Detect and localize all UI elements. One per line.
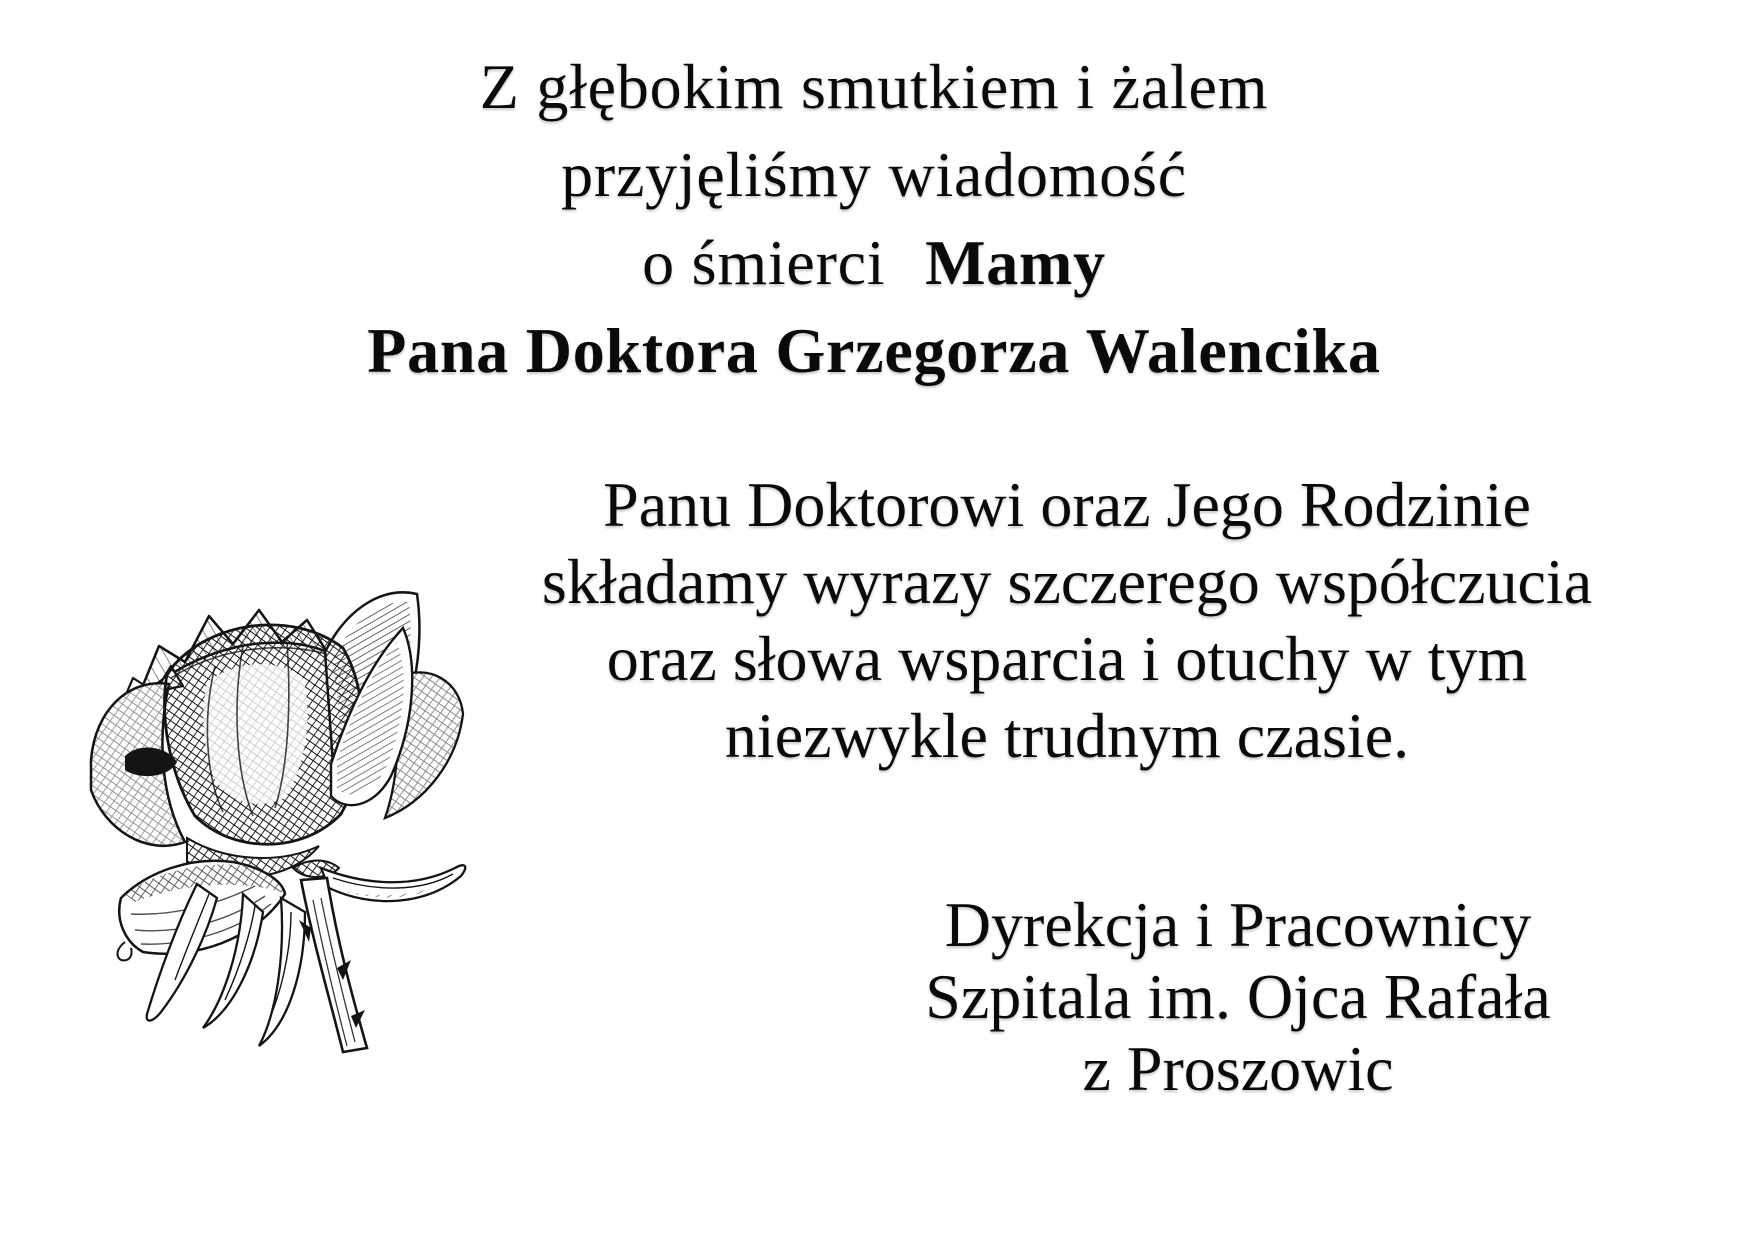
condolence-line-1: Panu Doktorowi oraz Jego Rodzinie	[603, 469, 1531, 540]
signature-line-2: Szpitala im. Ojca Rafała	[925, 961, 1551, 1032]
signature-block	[925, 889, 1551, 1105]
rose-illustration	[75, 550, 473, 1065]
rose-icon	[75, 550, 473, 1065]
intro-line-2: przyjęliśmy wiadomość	[561, 139, 1187, 210]
intro-line-3-prefix: o śmierci	[642, 227, 886, 298]
intro-line-1: Z głębokim smutkiem i żalem	[479, 51, 1269, 122]
condolence-line-2: składamy wyrazy szczerego współczucia	[541, 546, 1593, 617]
condolence-line-4: niezwykle trudnym czasie.	[724, 700, 1410, 771]
signature-line-1: Dyrekcja i Pracownicy	[944, 889, 1532, 960]
intro-block	[0, 43, 1748, 395]
signature-line-3: z Proszowic	[1082, 1033, 1394, 1104]
intro-line-3-emphasis: Mamy	[925, 227, 1106, 298]
intro-line-3	[0, 219, 1748, 307]
intro-line-4-name: Pana Doktora Grzegorza Walencika	[367, 315, 1381, 386]
condolence-block	[542, 466, 1592, 774]
condolence-line-3: oraz słowa wsparcia i otuchy w tym	[606, 623, 1528, 694]
